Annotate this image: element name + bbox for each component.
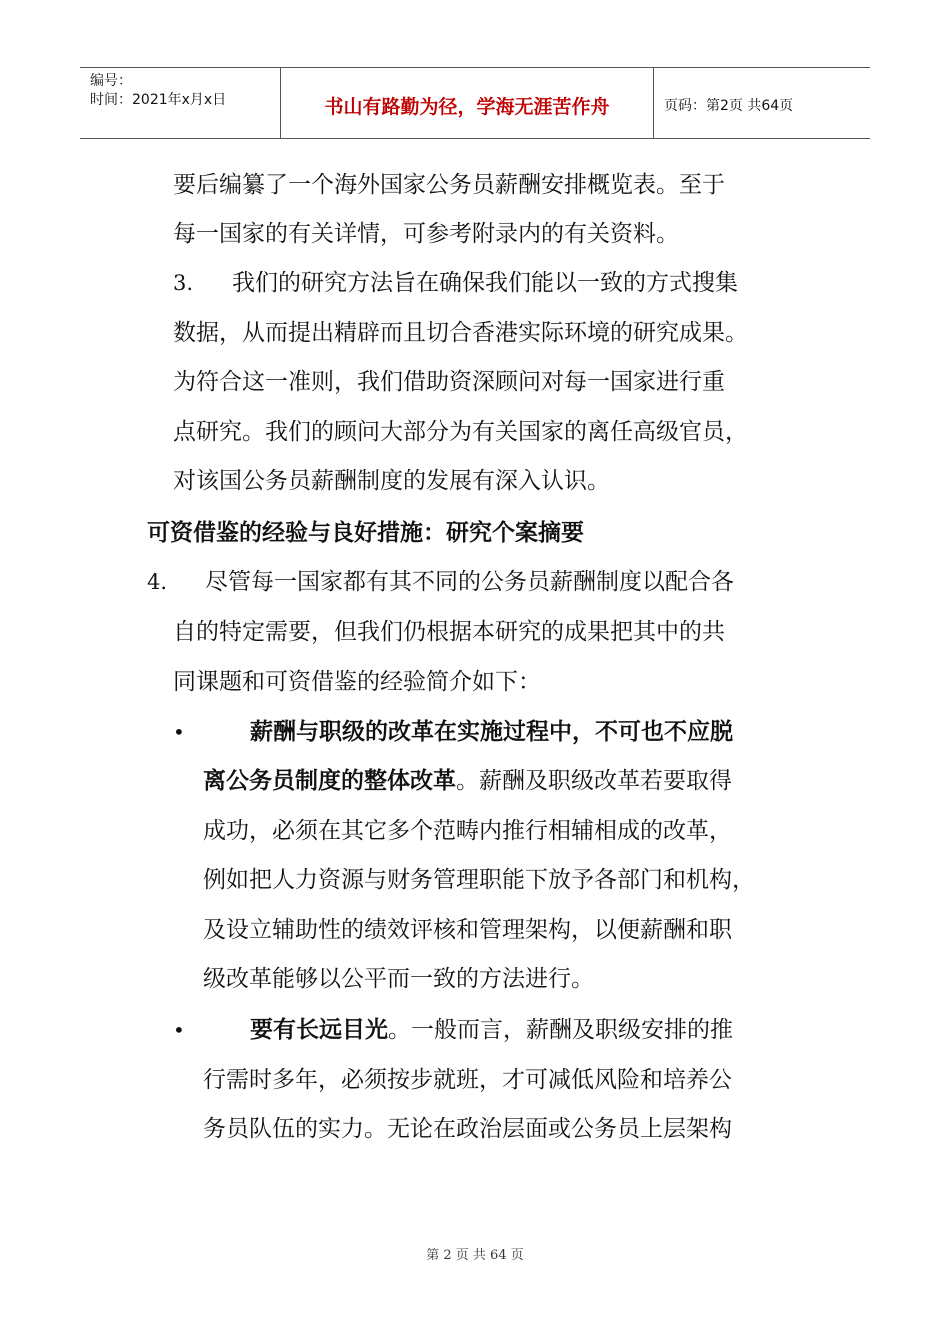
paragraph-line: 及设立辅助性的绩效评核和管理架构，以便薪酬和职 xyxy=(203,917,732,943)
bullet-icon: • xyxy=(173,720,185,744)
paragraph-line: 同课题和可资借鉴的经验简介如下： xyxy=(173,669,541,695)
paragraph-line: 对该国公务员薪酬制度的发展有深入认识。 xyxy=(173,468,610,494)
bullet-bold-text: 要有长远目光 xyxy=(250,1017,388,1043)
paragraph-line: 尽管每一国家都有其不同的公务员薪酬制度以配合各 xyxy=(205,569,734,595)
header-page-label: 页码：第2页 共64页 xyxy=(664,98,794,114)
date-label: 时间：2021年x月x日 xyxy=(90,92,227,108)
doc-number-label: 编号： xyxy=(90,73,132,89)
paragraph-line xyxy=(250,1015,733,1045)
paragraph-line xyxy=(203,766,732,796)
paragraph-line: 要后编纂了一个海外国家公务员薪酬安排概览表。至于 xyxy=(173,172,725,198)
paragraph-number: 4. xyxy=(147,570,168,594)
page-header xyxy=(80,67,870,139)
bullet-bold-text: 离公务员制度的整体改革 xyxy=(203,768,456,794)
paragraph-line: 自的特定需要，但我们仍根据本研究的成果把其中的共 xyxy=(173,619,725,645)
paragraph-line: 例如把人力资源与财务管理职能下放予各部门和机构， xyxy=(203,867,755,893)
paragraph-line-rest: 。薪酬及职级改革若要取得 xyxy=(456,768,732,794)
paragraph-line-rest: 。一般而言，薪酬及职级安排的推 xyxy=(388,1017,733,1043)
paragraph-line: 我们的研究方法旨在确保我们能以一致的方式搜集 xyxy=(232,270,738,296)
paragraph-line: 每一国家的有关详情，可参考附录内的有关资料。 xyxy=(173,221,679,247)
paragraph-line: 行需时多年，必须按步就班，才可减低风险和培养公 xyxy=(203,1067,732,1093)
paragraph-line: 级改革能够以公平而一致的方法进行。 xyxy=(203,966,594,992)
paragraph-line: 为符合这一准则，我们借助资深顾问对每一国家进行重 xyxy=(173,369,725,395)
paragraph-line: 务员队伍的实力。无论在政治层面或公务员上层架构 xyxy=(203,1116,732,1142)
paragraph-line: 成功，必须在其它多个范畴内推行相辅相成的改革， xyxy=(203,818,732,844)
header-meta-cell xyxy=(80,68,281,138)
page-footer: 第 2 页 共 64 页 xyxy=(426,1248,524,1263)
header-motto: 书山有路勤为径，学海无涯苦作舟 xyxy=(281,68,654,138)
section-heading: 可资借鉴的经验与良好措施：研究个案摘要 xyxy=(147,520,584,546)
paragraph-line: 数据，从而提出精辟而且切合香港实际环境的研究成果。 xyxy=(173,320,748,346)
paragraph-line: 点研究。我们的顾问大部分为有关国家的离任高级官员， xyxy=(173,419,748,445)
bullet-icon: • xyxy=(173,1018,185,1042)
bullet-bold-text: 薪酬与职级的改革在实施过程中，不可也不应脱 xyxy=(250,719,733,745)
paragraph-number: 3. xyxy=(173,271,194,295)
